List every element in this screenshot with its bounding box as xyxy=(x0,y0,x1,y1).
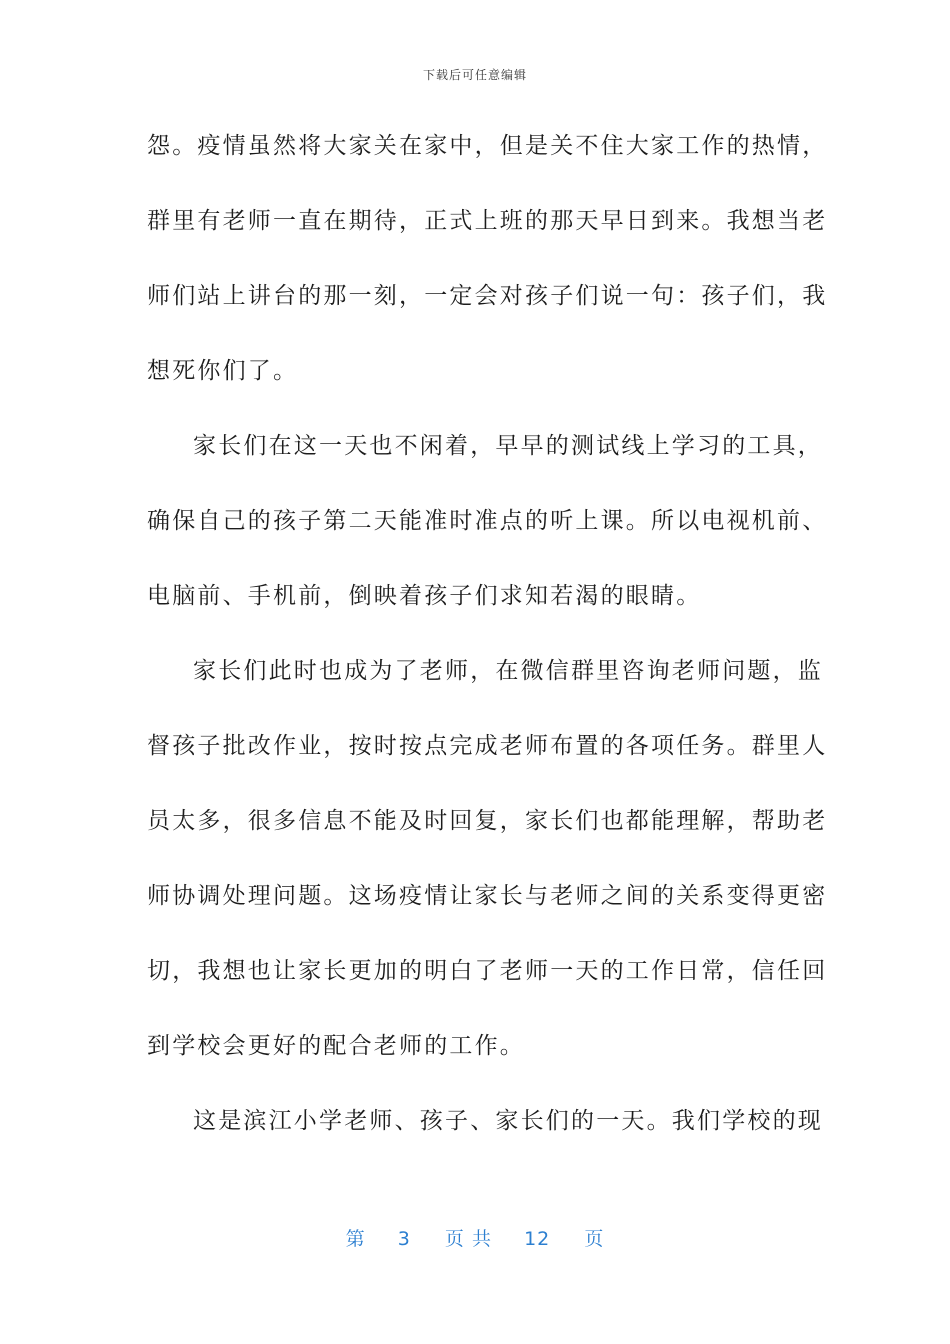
text-line: 怨。疫情虽然将大家关在家中，但是关不住大家工作的热情， xyxy=(147,133,828,159)
footer-middle: 页 共 xyxy=(444,1228,492,1250)
current-page-number: 3 xyxy=(397,1228,411,1250)
footer-prefix: 第 xyxy=(345,1228,366,1250)
paragraph-first-line: 家长们在这一天也不闲着，早早的测试线上学习的工具， xyxy=(193,433,823,459)
footer-suffix: 页 xyxy=(584,1228,605,1250)
text-line: 确保自己的孩子第二天能准时准点的听上课。所以电视机前、 xyxy=(147,508,828,534)
text-line: 电脑前、手机前，倒映着孩子们求知若渴的眼睛。 xyxy=(147,583,702,609)
text-line: 员太多，很多信息不能及时回复，家长们也都能理解，帮助老 xyxy=(147,808,828,834)
text-line: 切，我想也让家长更加的明白了老师一天的工作日常，信任回 xyxy=(147,958,828,984)
text-line: 到学校会更好的配合老师的工作。 xyxy=(147,1033,525,1059)
paragraph-first-line: 这是滨江小学老师、孩子、家长们的一天。我们学校的现 xyxy=(193,1108,823,1134)
text-line: 师们站上讲台的那一刻，一定会对孩子们说一句：孩子们，我 xyxy=(147,283,828,309)
text-line: 师协调处理问题。这场疫情让家长与老师之间的关系变得更密 xyxy=(147,883,828,909)
document-body xyxy=(147,122,828,1172)
text-line: 想死你们了。 xyxy=(147,358,299,384)
page-footer xyxy=(0,1224,950,1251)
text-line: 督孩子批改作业，按时按点完成老师布置的各项任务。群里人 xyxy=(147,733,828,759)
paragraph-first-line: 家长们此时也成为了老师，在微信群里咨询老师问题，监 xyxy=(193,658,823,684)
text-line: 群里有老师一直在期待，正式上班的那天早日到来。我想当老 xyxy=(147,208,828,234)
page-header: 下载后可任意编辑 xyxy=(422,68,527,82)
total-pages-number: 12 xyxy=(524,1228,551,1250)
